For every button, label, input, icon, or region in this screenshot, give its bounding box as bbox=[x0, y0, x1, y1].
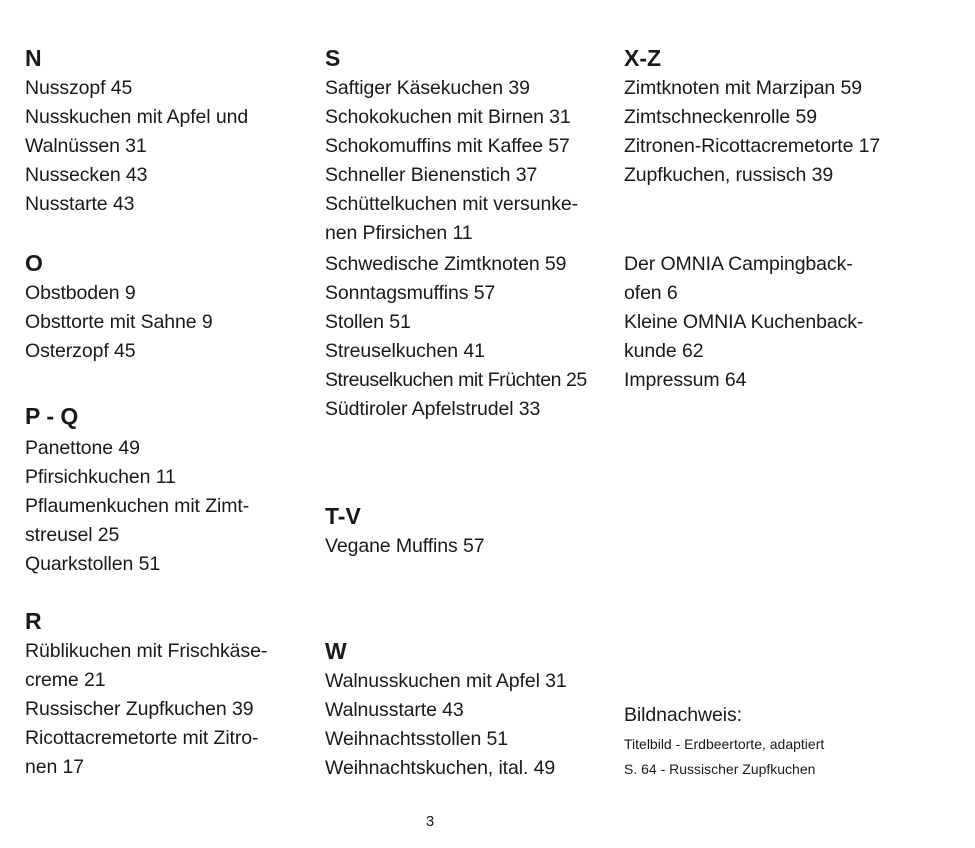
section-heading-t-v: T-V bbox=[325, 503, 361, 529]
index-entry: Nusstarte 43 bbox=[25, 193, 135, 215]
index-entry: Weihnachtsstollen 51 bbox=[325, 728, 509, 750]
index-entry: nen 17 bbox=[25, 756, 85, 778]
section-heading-n: N bbox=[25, 45, 42, 71]
section-heading-x-z: X-Z bbox=[624, 45, 662, 71]
index-entry: Pflaumenkuchen mit Zimt- bbox=[25, 495, 250, 517]
section-heading-w: W bbox=[325, 638, 347, 664]
extra-entry: Der OMNIA Campingback- bbox=[624, 253, 853, 275]
index-entry: Nusskuchen mit Apfel und bbox=[25, 106, 249, 128]
extra-entry: Kleine OMNIA Kuchenback- bbox=[624, 311, 864, 333]
index-entry: Osterzopf 45 bbox=[25, 340, 136, 362]
index-entry: Ricottacremetorte mit Zitro- bbox=[25, 727, 259, 749]
index-entry: Pfirsichkuchen 11 bbox=[25, 466, 176, 488]
credits-line: Titelbild - Erdbeertorte, adaptiert bbox=[624, 736, 825, 752]
index-entry: Obstboden 9 bbox=[25, 282, 136, 304]
index-entry: Quarkstollen 51 bbox=[25, 553, 161, 575]
index-entry: Zimtknoten mit Marzipan 59 bbox=[624, 77, 862, 99]
section-heading-p-q: P - Q bbox=[25, 403, 79, 429]
section-heading-r: R bbox=[25, 608, 42, 634]
section-heading-s: S bbox=[325, 45, 341, 71]
index-entry: Obsttorte mit Sahne 9 bbox=[25, 311, 213, 333]
index-entry: Panettone 49 bbox=[25, 437, 140, 459]
credits-line: S. 64 - Russischer Zupfkuchen bbox=[624, 761, 816, 777]
index-entry: Zimtschneckenrolle 59 bbox=[624, 106, 817, 128]
index-entry: streusel 25 bbox=[25, 524, 120, 546]
page-number: 3 bbox=[425, 813, 435, 830]
index-entry: Rüblikuchen mit Frischkäse- bbox=[25, 640, 268, 662]
index-entry: Südtiroler Apfelstrudel 33 bbox=[325, 398, 541, 420]
extra-entry: ofen 6 bbox=[624, 282, 678, 304]
index-entry: Schwedische Zimtknoten 59 bbox=[325, 253, 567, 275]
index-entry: Schneller Bienenstich 37 bbox=[325, 164, 538, 186]
index-entry: Weihnachtskuchen, ital. 49 bbox=[325, 757, 556, 779]
index-entry: creme 21 bbox=[25, 669, 106, 691]
index-entry: Schokokuchen mit Birnen 31 bbox=[325, 106, 571, 128]
index-entry: Schüttelkuchen mit versunke- bbox=[325, 193, 578, 215]
index-entry: Sonntagsmuffins 57 bbox=[325, 282, 496, 304]
index-entry: Nussecken 43 bbox=[25, 164, 148, 186]
index-entry: Streuselkuchen mit Früchten 25 bbox=[325, 369, 587, 391]
section-heading-o: O bbox=[25, 250, 43, 276]
index-entry: Zitronen-Ricottacremetorte 17 bbox=[624, 135, 881, 157]
index-entry: Stollen 51 bbox=[325, 311, 411, 333]
index-entry: Schokomuffins mit Kaffee 57 bbox=[325, 135, 570, 157]
extra-entry: Impressum 64 bbox=[624, 369, 747, 391]
index-entry: Walnusstarte 43 bbox=[325, 699, 464, 721]
extra-entry: kunde 62 bbox=[624, 340, 704, 362]
credits-title: Bildnachweis: bbox=[624, 704, 742, 726]
index-entry: Nusszopf 45 bbox=[25, 77, 133, 99]
index-entry: Walnusskuchen mit Apfel 31 bbox=[325, 670, 567, 692]
index-entry: Saftiger Käsekuchen 39 bbox=[325, 77, 530, 99]
index-entry: Russischer Zupfkuchen 39 bbox=[25, 698, 254, 720]
index-entry: Zupfkuchen, russisch 39 bbox=[624, 164, 834, 186]
index-entry: Walnüssen 31 bbox=[25, 135, 147, 157]
index-entry: Streuselkuchen 41 bbox=[325, 340, 485, 362]
index-entry: Vegane Muffins 57 bbox=[325, 535, 485, 557]
index-entry: nen Pfirsichen 11 bbox=[325, 222, 473, 244]
